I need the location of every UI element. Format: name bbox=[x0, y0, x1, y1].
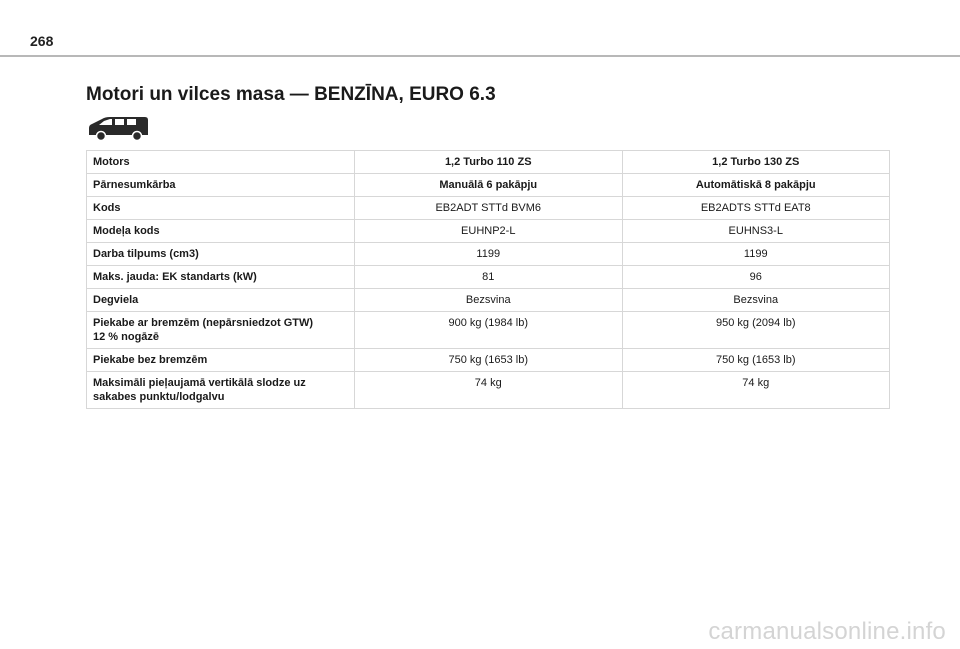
row-label: Darba tilpums (cm3) bbox=[87, 243, 355, 266]
page-title: Motori un vilces masa — BENZĪNA, EURO 6.3 bbox=[86, 84, 496, 105]
table-row bbox=[87, 289, 890, 312]
value-col-1: EB2ADT STTd BVM6 bbox=[355, 197, 623, 220]
value-col-1: 1,2 Turbo 110 ZS bbox=[355, 151, 623, 174]
row-label-line: sakabes punktu/lodgalvu bbox=[93, 391, 225, 403]
watermark: carmanualsonline.info bbox=[708, 618, 946, 645]
van-icon bbox=[86, 114, 150, 142]
row-label: Kods bbox=[87, 197, 355, 220]
page-number: 268 bbox=[30, 33, 54, 49]
value-col-2: EUHNS3-L bbox=[622, 220, 890, 243]
row-label: Modeļa kods bbox=[87, 220, 355, 243]
table-row bbox=[87, 220, 890, 243]
value-col-1: Bezsvina bbox=[355, 289, 623, 312]
value-col-1: 74 kg bbox=[355, 372, 623, 409]
row-label: Pārnesumkārba bbox=[87, 174, 355, 197]
engine-spec-table bbox=[86, 150, 890, 409]
row-label-line: 12 % nogāzē bbox=[93, 331, 160, 343]
table-row bbox=[87, 372, 890, 409]
table-row bbox=[87, 349, 890, 372]
table-row bbox=[87, 151, 890, 174]
row-label: Degviela bbox=[87, 289, 355, 312]
value-col-2: 1,2 Turbo 130 ZS bbox=[622, 151, 890, 174]
value-col-2: EB2ADTS STTd EAT8 bbox=[622, 197, 890, 220]
table-row bbox=[87, 174, 890, 197]
value-col-1: 81 bbox=[355, 266, 623, 289]
value-col-2: 1199 bbox=[622, 243, 890, 266]
table-row bbox=[87, 312, 890, 349]
row-label bbox=[87, 312, 355, 349]
table-row bbox=[87, 266, 890, 289]
value-col-1: 900 kg (1984 lb) bbox=[355, 312, 623, 349]
value-col-1: 750 kg (1653 lb) bbox=[355, 349, 623, 372]
row-label: Maks. jauda: EK standarts (kW) bbox=[87, 266, 355, 289]
row-label-line: Maksimāli pieļaujamā vertikālā slodze uz bbox=[93, 377, 306, 389]
row-label bbox=[87, 372, 355, 409]
value-col-2: 750 kg (1653 lb) bbox=[622, 349, 890, 372]
value-col-1: EUHNP2-L bbox=[355, 220, 623, 243]
header-divider bbox=[0, 55, 960, 57]
value-col-2: 96 bbox=[622, 266, 890, 289]
table-row bbox=[87, 243, 890, 266]
value-col-1: 1199 bbox=[355, 243, 623, 266]
value-col-2: 74 kg bbox=[622, 372, 890, 409]
value-col-2: 950 kg (2094 lb) bbox=[622, 312, 890, 349]
table-row bbox=[87, 197, 890, 220]
value-col-2: Bezsvina bbox=[622, 289, 890, 312]
row-label: Piekabe bez bremzēm bbox=[87, 349, 355, 372]
value-col-1: Manuālā 6 pakāpju bbox=[355, 174, 623, 197]
row-label: Motors bbox=[87, 151, 355, 174]
row-label-line: Piekabe ar bremzēm (nepārsniedzot GTW) bbox=[93, 317, 314, 329]
value-col-2: Automātiskā 8 pakāpju bbox=[622, 174, 890, 197]
